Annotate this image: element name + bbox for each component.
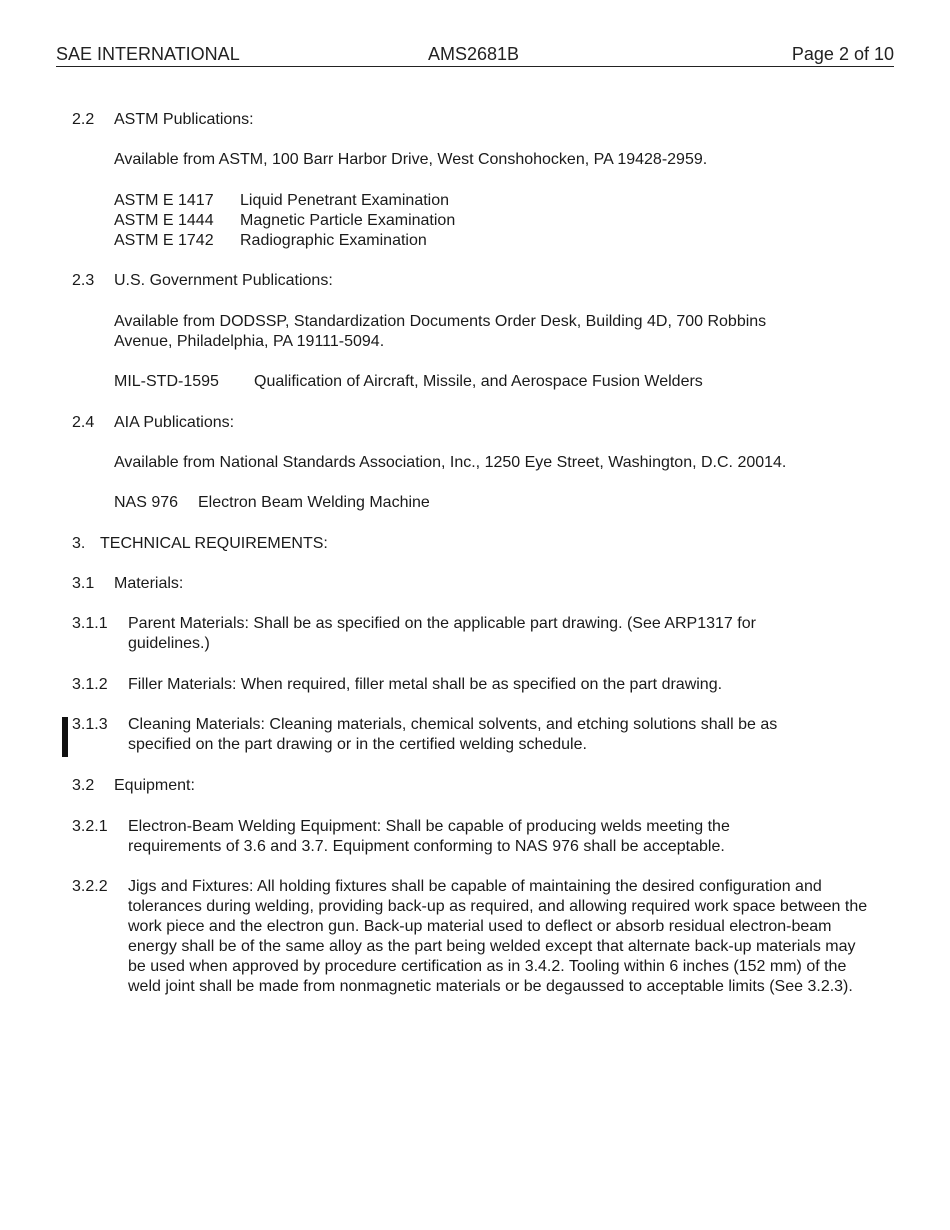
- availability-note: Available from National Standards Association, Inc., 1250 Eye Street, Washington, D.C. 20014.: [114, 454, 787, 471]
- reference-title: Qualification of Aircraft, Missile, and Aerospace Fusion Welders: [254, 373, 703, 390]
- section-title: AIA Publications:: [114, 414, 235, 431]
- reference-row: [114, 231, 427, 251]
- section-number: 3.2.1: [72, 818, 108, 835]
- header-org: SAE INTERNATIONAL: [56, 44, 240, 64]
- section-number: 3.2: [72, 777, 95, 794]
- reference-title: Magnetic Particle Examination: [240, 212, 456, 229]
- paragraph: Filler Materials: When required, filler metal shall be as specified on the part drawing.: [128, 676, 723, 693]
- availability-note: Available from DODSSP, Standardization Documents Order Desk, Building 4D, 700 Robbins Avenue, Philadelphia, PA 19111-5094.: [114, 313, 767, 350]
- reference-row: [114, 191, 449, 211]
- header-page-number: Page 2 of 10: [791, 44, 894, 64]
- revision-change-bar: [62, 717, 68, 757]
- reference-title: Radiographic Examination: [240, 232, 427, 249]
- section-title: ASTM Publications:: [114, 111, 254, 128]
- section-title: TECHNICAL REQUIREMENTS:: [100, 535, 328, 552]
- section-number: 3.1.3: [72, 716, 108, 733]
- section-number: 2.2: [72, 111, 95, 128]
- paragraph: Parent Materials: Shall be as specified on the applicable part drawing. (See ARP1317 for guidelines.): [128, 615, 756, 652]
- section-number: 2.3: [72, 272, 95, 289]
- reference-code: MIL-STD-1595: [114, 373, 219, 390]
- paragraph: Cleaning Materials: Cleaning materials, chemical solvents, and etching solutions shall be as specified on the part drawing or in the certified welding schedule.: [128, 716, 778, 753]
- paragraph: Jigs and Fixtures: All holding fixtures shall be capable of maintaining the desired configuration and tolerances during welding, providing back-up as required, and allowing required work space between the work piece and the electron gun. Back-up material used to deflect or absorb residual electron-beam energy shall be of the same alloy as the part being welded except that alternate back-up materials may be used when approved by procedure certification as in 3.4.2. Tooling within 6 inches (152 mm) of the weld joint shall be made from nonmagnetic materials or be degaussed to acceptable limits (See 3.2.3).: [128, 878, 868, 995]
- section-title: Equipment:: [114, 777, 195, 794]
- paragraph: Electron-Beam Welding Equipment: Shall be capable of producing welds meeting the requirements of 3.6 and 3.7. Equipment conforming to NAS 976 shall be acceptable.: [128, 818, 730, 855]
- reference-code: ASTM E 1417: [114, 192, 214, 209]
- section-number: 3.1.1: [72, 615, 108, 632]
- reference-title: Liquid Penetrant Examination: [240, 192, 450, 209]
- section-title: U.S. Government Publications:: [114, 272, 333, 289]
- section-number: 2.4: [72, 414, 95, 431]
- availability-note: Available from ASTM, 100 Barr Harbor Drive, West Conshohocken, PA 19428-2959.: [114, 151, 708, 168]
- section-number: 3.1.2: [72, 676, 108, 693]
- reference-code: NAS 976: [114, 494, 179, 511]
- section-number: 3.2.2: [72, 878, 108, 895]
- section-title: Materials:: [114, 575, 184, 592]
- header-doc-id: AMS2681B: [428, 44, 520, 64]
- page-header: [56, 44, 894, 67]
- reference-title: Electron Beam Welding Machine: [198, 494, 430, 511]
- section-number: 3.: [72, 535, 86, 552]
- reference-code: ASTM E 1742: [114, 232, 214, 249]
- section-number: 3.1: [72, 575, 95, 592]
- reference-code: ASTM E 1444: [114, 212, 214, 229]
- reference-row: [114, 211, 455, 231]
